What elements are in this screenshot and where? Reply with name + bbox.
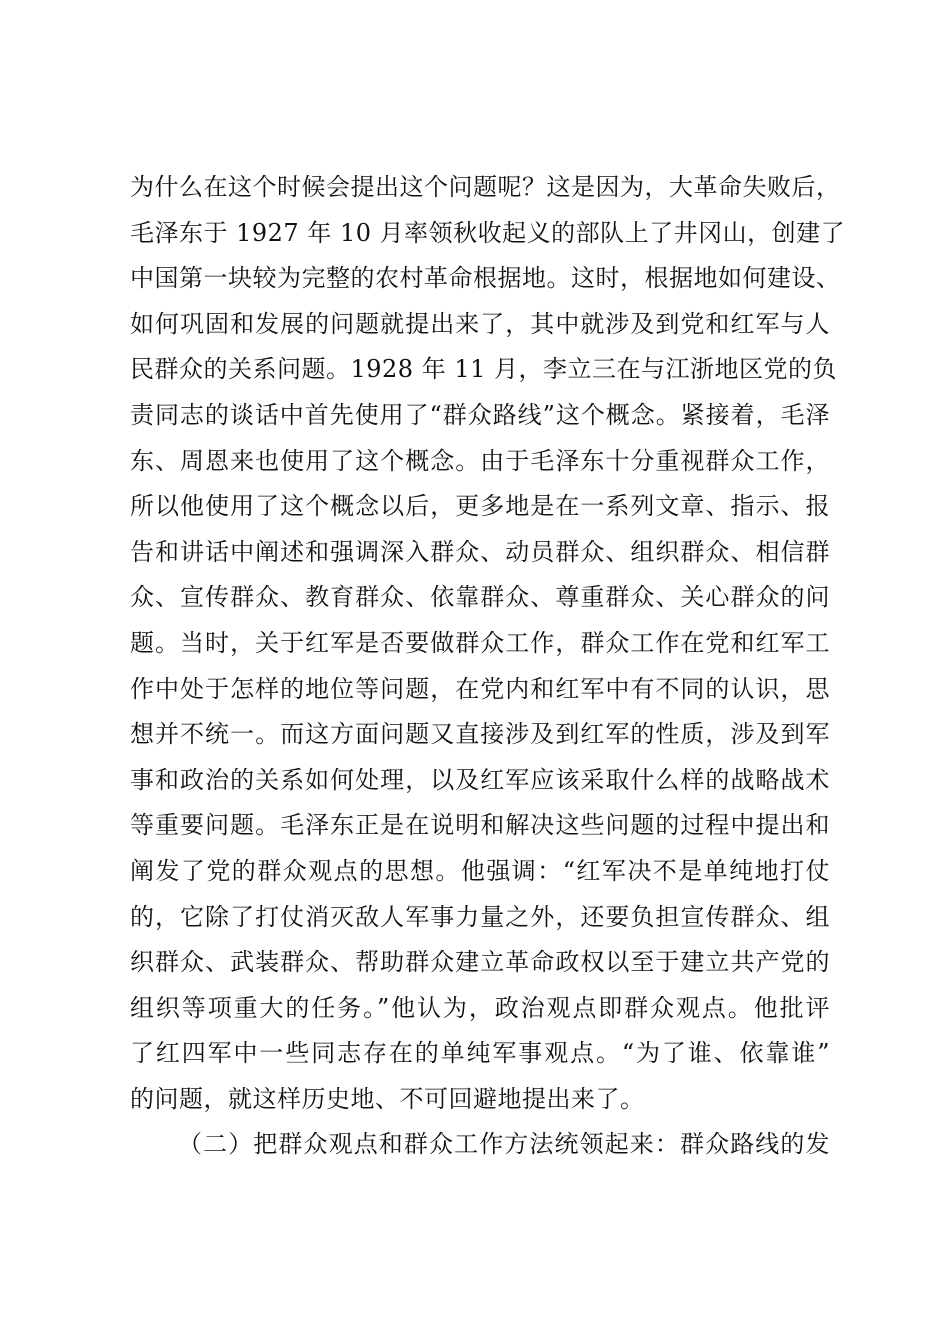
paragraph-line: 毛泽东于 1927 年 10 月率领秋收起义的部队上了井冈山，创建了	[130, 218, 846, 247]
paragraph-line: 东、周恩来也使用了这个概念。由于毛泽东十分重视群众工作，	[130, 446, 830, 475]
paragraph-line: 了红四军中一些同志存在的单纯军事观点。“为了谁、依靠谁”	[130, 1039, 830, 1068]
paragraph-line: 民群众的关系问题。1928 年 11 月，李立三在与江浙地区党的负	[130, 355, 838, 384]
paragraph-line: 的，它除了打仗消灭敌人军事力量之外，还要负担宣传群众、组	[130, 902, 830, 931]
paragraph-line: 责同志的谈话中首先使用了“群众路线”这个概念。紧接着，毛泽	[130, 400, 830, 429]
section-heading: （二）把群众观点和群众工作方法统领起来：群众路线的发	[178, 1130, 830, 1159]
paragraph-line: 众、宣传群众、教育群众、依靠群众、尊重群众、关心群众的问	[130, 583, 830, 612]
paragraph-line: 题。当时，关于红军是否要做群众工作，群众工作在党和红军工	[130, 628, 830, 657]
paragraph-line: 告和讲话中阐述和强调深入群众、动员群众、组织群众、相信群	[130, 537, 830, 566]
body-text	[130, 165, 846, 1168]
paragraph-line: 的问题，就这样历史地、不可回避地提出来了。	[130, 1084, 645, 1113]
paragraph-line: 中国第一块较为完整的农村革命根据地。这时，根据地如何建设、	[130, 264, 841, 293]
paragraph-line: 织群众、武装群众、帮助群众建立革命政权以至于建立共产党的	[130, 948, 830, 977]
paragraph-line: 如何巩固和发展的问题就提出来了，其中就涉及到党和红军与人	[130, 309, 830, 338]
paragraph-line: 等重要问题。毛泽东正是在说明和解决这些问题的过程中提出和	[130, 811, 830, 840]
paragraph-line: 为什么在这个时候会提出这个问题呢？这是因为，大革命失败后，	[130, 173, 841, 201]
paragraph-line: 事和政治的关系如何处理，以及红军应该采取什么样的战略战术	[130, 765, 830, 794]
paragraph-line: 所以他使用了这个概念以后，更多地是在一系列文章、指示、报	[130, 492, 830, 521]
paragraph-line: 想并不统一。而这方面问题又直接涉及到红军的性质，涉及到军	[130, 720, 830, 749]
paragraph-line: 阐发了党的群众观点的思想。他强调：“红军决不是单纯地打仗	[130, 856, 830, 885]
paragraph-line: 组织等项重大的任务。”他认为，政治观点即群众观点。他批评	[130, 993, 830, 1022]
paragraph-line: 作中处于怎样的地位等问题，在党内和红军中有不同的认识，思	[130, 674, 830, 703]
